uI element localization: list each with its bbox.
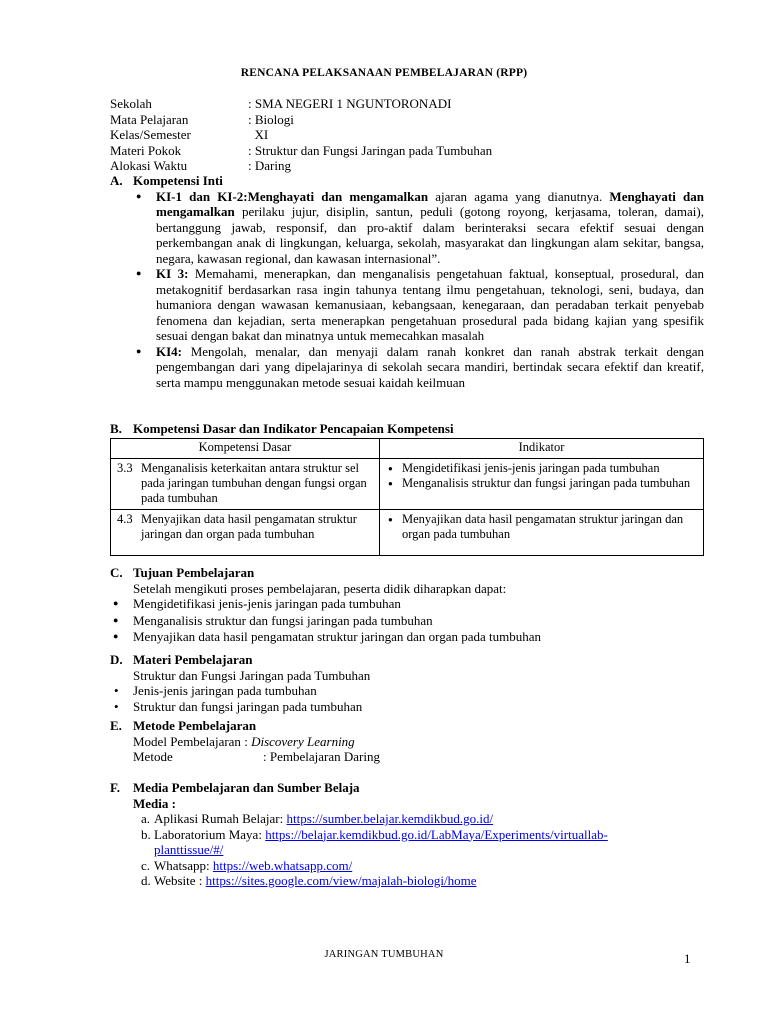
ki-item-1-2 [133, 189, 704, 267]
section-heading [110, 421, 704, 437]
section-letter: D. [110, 652, 123, 667]
identity-value: : Biologi [248, 111, 294, 127]
page-footer: JARINGAN TUMBUHAN [324, 949, 444, 960]
identity-block [110, 96, 492, 174]
section-title: Materi Pembelajaran [133, 652, 253, 667]
ki-bold: Menghayati dan mengamalkan [156, 188, 704, 219]
section-title: Tujuan Pembelajaran [133, 565, 255, 580]
kd-text: Menyajikan data hasil pengamatan struktur jaringan dan organ pada tumbuhan [141, 511, 357, 541]
item-marker: d. [141, 873, 151, 888]
kd-table [110, 438, 704, 556]
indikator-item: ● Menganalisis struktur dan fungsi jaringan pada tumbuhan [386, 476, 699, 491]
ki-list [133, 189, 704, 391]
section-intro: Struktur dan Fungsi Jaringan pada Tumbuhan [133, 667, 371, 683]
section-letter: C. [110, 565, 123, 580]
metode-label: Metode [133, 749, 173, 764]
media-link[interactable]: https://web.whatsapp.com/ [212, 857, 353, 873]
page-number: 1 [684, 951, 691, 966]
media-subheading: Media : [133, 795, 176, 811]
ki-text: Memahami, menerapkan, dan menganalisis pengetahuan faktual, konseptual, prosedural, dan metakognitif berdasarkan rasa ingin tahunya tentang ilmu pengetahuan, teknologi, seni, budaya, dan humaniora dengan wawasan kemanusiaan, kebangsaan, kenegaraan, dan peradaban terkait penyebab fenomena dan kejadian, serta menerapkan pengetahuan prosedural pada bidang kajian yang spesifik sesuai dengan bakat dan minatnya untuk memecahkan masalah [156, 266, 704, 343]
media-link[interactable]: https://sites.google.com/view/majalah-biologi/home [205, 873, 477, 888]
section-heading [110, 173, 704, 189]
identity-value: XI [248, 127, 269, 142]
table-header-indikator: Indikator [380, 438, 704, 458]
list-item: • Struktur dan fungsi jaringan pada tumbuhan [110, 699, 704, 715]
media-list [133, 811, 673, 889]
identity-key: Alokasi Waktu [110, 158, 188, 173]
identity-row-materi [110, 143, 492, 159]
item-marker: c. [141, 857, 151, 873]
section-heading [110, 565, 704, 581]
item-marker: b. [141, 826, 151, 842]
table-header-kd: Kompetensi Dasar [111, 438, 380, 458]
section-letter: F. [110, 780, 120, 795]
kd-number: 3.3 [117, 460, 133, 475]
list-item: • Jenis-jenis jaringan pada tumbuhan [110, 683, 704, 699]
ki-item-4 [133, 344, 704, 391]
identity-key: Kelas/Semester [110, 127, 191, 142]
metode-value: : Pembelajaran Daring [263, 749, 380, 764]
metode-metode-row [110, 749, 704, 765]
identity-key: Materi Pokok [110, 142, 182, 158]
ki-item-3 [133, 266, 704, 344]
section-heading [110, 780, 704, 796]
identity-value: : Struktur dan Fungsi Jaringan pada Tumbuhan [248, 142, 493, 158]
item-marker: a. [141, 811, 151, 826]
ki-text: Mengolah, menalar, dan menyaji dalam ranah konkret dan ranah abstrak terkait dengan pengembangan dari yang dipelajarinya di sekolah secara mandiri, bertindak secara efektif dan kreatif, serta mampu menggunakan metode sesuai kaidah keilmuan [156, 343, 704, 390]
media-link[interactable]: https://belajar.kemdikbud.go.id/LabMaya/Experiments/virtuallab-planttissue/#/ [154, 826, 608, 857]
section-heading [110, 652, 704, 668]
table-row [111, 509, 704, 555]
section-kompetensi-inti [110, 173, 704, 390]
section-metode [110, 718, 704, 765]
identity-key: Mata Pelajaran [110, 111, 189, 127]
media-label: Whatsapp: [154, 857, 213, 873]
indikator-item: ● Mengidetifikasi jenis-jenis jaringan pada tumbuhan [386, 461, 699, 476]
section-media [110, 780, 704, 889]
identity-key: Sekolah [110, 96, 152, 111]
section-title: Media Pembelajaran dan Sumber Belaja [133, 780, 360, 795]
identity-value: : Daring [248, 158, 291, 173]
media-item [133, 873, 673, 889]
identity-row-sekolah [110, 96, 492, 112]
list-item: ● Menyajikan data hasil pengamatan struktur jaringan dan organ pada tumbuhan [110, 629, 704, 645]
media-item [133, 827, 673, 858]
identity-row-mapel [110, 112, 492, 128]
list-item: ● Mengidetifikasi jenis-jenis jaringan pada tumbuhan [110, 596, 704, 612]
section-heading [110, 718, 704, 734]
indikator-list [386, 512, 699, 542]
section-kompetensi-dasar [110, 421, 704, 556]
metode-label: Model Pembelajaran [133, 733, 241, 749]
list-item: ● Menganalisis struktur dan fungsi jaringan pada tumbuhan [110, 613, 704, 629]
media-label: Website : [154, 873, 206, 888]
section-letter: A. [110, 173, 123, 188]
media-link[interactable]: https://sumber.belajar.kemdikbud.go.id/ [286, 811, 494, 826]
table-cell-kd [111, 509, 380, 555]
media-item [133, 858, 673, 874]
ki-text: perilaku jujur, disiplin, santun, peduli (gotong royong, kerjasama, toleran, damai), bertanggung jawab, responsif, dan pro-aktif dalam berinteraksi secara efektif sesuai dengan perkembangan anak di lingkungan, keluarga, sekolah, masyarakat dan lingkungan alam sekitar, bangsa, negara, kawasan regional, dan kawasan internasional”. [156, 204, 704, 266]
kd-number: 4.3 [117, 511, 133, 526]
table-cell-indikator [380, 458, 704, 509]
ki-lead: KI-1 dan KI-2: [156, 188, 248, 204]
ki-lead: KI 3: [156, 266, 189, 281]
section-intro: Setelah mengikuti proses pembelajaran, peserta didik diharapkan dapat: [133, 580, 507, 596]
identity-row-alokasi [110, 158, 492, 174]
tujuan-list [110, 596, 704, 645]
section-title: Kompetensi Inti [133, 173, 223, 188]
table-cell-indikator [380, 509, 704, 555]
table-header-row [111, 438, 704, 458]
section-materi [110, 652, 704, 714]
media-item [133, 811, 673, 827]
table-row [111, 458, 704, 509]
identity-row-kelas [110, 127, 492, 143]
section-letter: B. [110, 421, 122, 436]
indikator-item: ● Menyajikan data hasil pengamatan struktur jaringan dan organ pada tumbuhan [386, 512, 699, 542]
section-tujuan [110, 565, 704, 645]
document-title: RENCANA PELAKSANAAN PEMBELAJARAN (RPP) [240, 67, 528, 79]
metode-model-row [110, 734, 704, 750]
metode-value: Discovery Learning [251, 733, 355, 749]
media-label: Laboratorium Maya: [154, 826, 266, 842]
section-letter: E. [110, 718, 122, 733]
ki-bold: Menghayati dan mengamalkan [247, 188, 429, 204]
section-title: Metode Pembelajaran [133, 718, 257, 733]
ki-lead: KI4: [156, 343, 182, 359]
metode-separator: : [240, 733, 252, 749]
materi-list [110, 683, 704, 714]
identity-value: : SMA NEGERI 1 NGUNTORONADI [248, 96, 452, 111]
indikator-list [386, 461, 699, 491]
media-label: Aplikasi Rumah Belajar: [154, 811, 287, 826]
table-cell-kd [111, 458, 380, 509]
section-title: Kompetensi Dasar dan Indikator Pencapaian Kompetensi [133, 421, 454, 436]
kd-text: Menganalisis keterkaitan antara struktur sel pada jaringan tumbuhan dengan fungsi organ pada tumbuhan [141, 460, 367, 505]
ki-text: ajaran agama yang dianutnya. [428, 188, 610, 204]
